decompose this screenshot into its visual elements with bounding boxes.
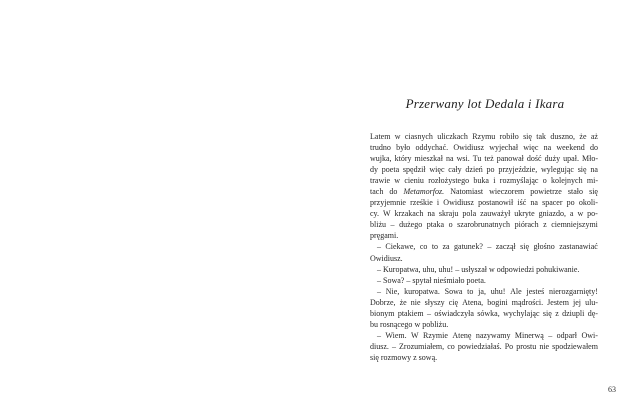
text-line: trawie w cieniu rozłożystego buka i rozmyślając o kolejnych mi-	[370, 176, 598, 186]
text-line: bliżu – dużego ptaka o szarobrunatnych piórach z ciemniejszymi	[370, 220, 598, 230]
text-line: – Ciekawe, co to za gatunek? – zaczął się głośno zastanawiać	[377, 242, 598, 252]
text-line: – Wiem. W Rzymie Atenę nazywamy Minerwą – odparł Owi-	[377, 330, 598, 340]
text-line: – Kuropatwa, uhu, uhu! – usłyszał w odpowiedzi pohukiwanie.	[377, 264, 580, 274]
text-line: diusz. – Zrozumiałem, co powiedziałaś. Po prostu nie spodziewałem	[370, 341, 598, 351]
text-line: się rozmowy z sową.	[370, 352, 438, 362]
text-line: Dobrze, że nie słyszy cię Atena, bogini mądrości. Jestem jej ulu-	[370, 297, 598, 307]
text-line: dy poeta spędził więc cały dzień po przyjeździe, wylegując się na	[370, 165, 598, 175]
text-line: tach do Metamorfoz. Natomiast wieczorem powietrze stało się	[370, 187, 598, 197]
text-line: przyjemnie rześkie i Owidiusz postanowił iść na spacer po okoli-	[370, 198, 598, 208]
text-line: pręgami.	[370, 231, 399, 241]
text-line: wujka, który mieszkał na wsi. Tu też panował dość duży upał. Mło-	[370, 154, 598, 164]
chapter-title: Przerwany lot Dedala i Ikara	[405, 96, 565, 111]
page-number: 63	[608, 385, 616, 394]
text-line: cy. W krzakach na skraju pola zauważył ukryte gniazdo, a w po-	[370, 209, 598, 219]
text-line: bionym ptakiem – oświadczyła sówka, wychylając się z dziupli dę-	[370, 308, 598, 318]
text-line: – Nie, kuropatwa. Sowa to ja, uhu! Ale jesteś nierozgarnięty!	[377, 286, 598, 296]
text-line: – Sowa? – spytał nieśmiało poeta.	[377, 275, 486, 285]
text-line: bu rosnącego w pobliżu.	[370, 319, 449, 329]
body-text	[370, 131, 598, 363]
text-line: trudno było oddychać. Owidiusz wyjechał więc na weekend do	[370, 143, 598, 153]
text-line: Latem w ciasnych uliczkach Rzymu robiło się tak duszno, że aż	[370, 132, 598, 141]
text-line: Owidiusz.	[370, 253, 403, 263]
